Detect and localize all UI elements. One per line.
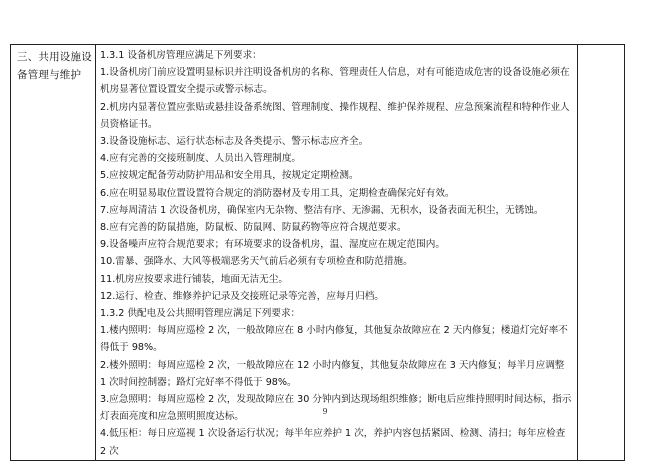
- section-label: 三、共用设施设备管理与维护: [17, 51, 92, 81]
- paragraph-item-10: 10.雷暴、强降水、大风等极端恶劣天气前后必须有专项检查和防范措施。: [100, 256, 413, 268]
- paragraph-lighting-4: 4.低压柜：每日应巡视 1 次设备运行状况；每半年应养护 1 次，养护内容包括紧固、检测、清扫；每年应检查 2 次: [100, 428, 566, 457]
- paragraph-item-12: 12.运行、检查、维修养护记录及交接班记录等完善，应每月归档。: [100, 290, 384, 302]
- remarks-cell: [578, 45, 625, 461]
- paragraph-item-8: 8.应有完善的防鼠措施，防鼠板、防鼠网、防鼠药物等应符合规范要求。: [100, 222, 407, 234]
- paragraph-1-3-1-heading: 1.3.1 设备机房管理应满足下列要求：: [100, 50, 262, 61]
- paragraph-lighting-3: 3.应急照明：每周应巡检 2 次，发现故障应在 30 分钟内到达现场组织维修；断电后应维持照明时间达标，指示灯表面亮度和应急照明照度达标。: [100, 394, 572, 423]
- paragraph-lighting-1: 1.楼内照明：每周应巡检 2 次，一般故障应在 8 小时内修复，其他复杂故障应在 2 天内修复；楼道灯完好率不得低于 98%。: [100, 325, 568, 354]
- paragraph-item-11: 11.机房应按要求进行铺装，地面无洁无尘。: [100, 273, 288, 285]
- paragraph-item-2: 2.机房内显著位置应张贴或悬挂设备系统图、管理制度、操作规程、维护保养规程、应急预案流程和特种作业人员资格证书。: [100, 101, 570, 130]
- paragraph-item-1: 1.设备机房门前应设置明显标识并注明设备机房的名称、管理责任人信息，对有可能造成危害的设备设施必须在机房显著位置设置安全提示或警示标志。: [100, 67, 570, 96]
- paragraph-item-5: 5.应按规定配备劳动防护用品和安全用具，按规定定期检测。: [100, 170, 359, 182]
- table-row: [11, 45, 625, 461]
- paragraph-item-6: 6.应在明显易取位置设置符合规定的消防器材及专用工具，定期检查确保完好有效。: [100, 187, 455, 199]
- paragraph-lighting-2: 2.楼外照明：每周应巡检 2 次，一般故障应在 12 小时内修复，其他复杂故障应在 3 天内修复；每半月应调整 1 次时间控制器；路灯完好率不得低于 98%。: [100, 359, 565, 388]
- paragraph-item-9: 9.设备噪声应符合规范要求；有环境要求的设备机房，温、湿度应在规定范围内。: [100, 239, 445, 251]
- page-number: 9: [322, 407, 328, 416]
- paragraph-item-4: 4.应有完善的交接班制度、人员出入管理制度。: [100, 153, 302, 165]
- section-label-cell: [11, 45, 96, 461]
- content-cell: [96, 45, 578, 461]
- paragraph-item-7: 7.应每周清洁 1 次设备机房，确保室内无杂物、整洁有序、无渗漏、无积水，设备表面无积尘，无锈蚀。: [100, 204, 544, 216]
- paragraph-1-3-2-heading: 1.3.2 供配电及公共照明管理应满足下列要求：: [100, 308, 301, 320]
- paragraph-item-3: 3.设备设施标志、运行状态标志及各类提示、警示标志应齐全。: [100, 136, 369, 148]
- content-table: [10, 44, 625, 461]
